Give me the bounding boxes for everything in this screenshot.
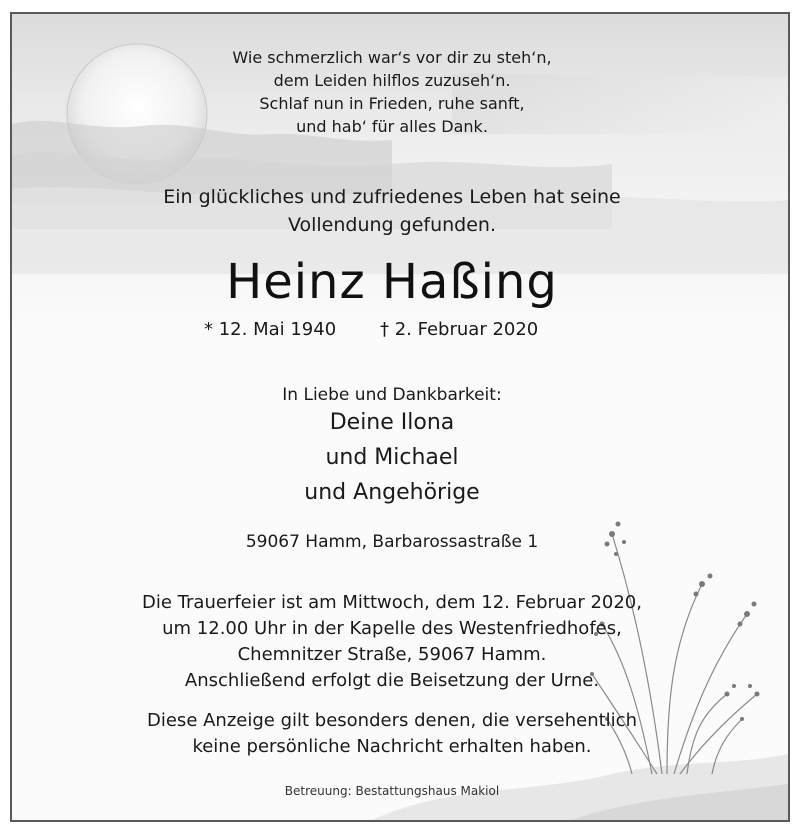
ceremony-line: Anschließend erfolgt die Beisetzung der Urne.: [184, 670, 600, 691]
death-date: † 2. Februar 2020: [380, 319, 539, 340]
intro-line: Ein glückliches und zufriedenes Leben hat seine: [163, 186, 621, 208]
mourner-name: und Michael: [325, 445, 459, 470]
obituary-frame: [10, 12, 790, 822]
ceremony-line: Die Trauerfeier ist am Mittwoch, dem 12. Februar 2020,: [142, 592, 642, 613]
notice-line: Diese Anzeige gilt besonders denen, die versehentlich: [147, 710, 637, 731]
intro-line: Vollendung gefunden.: [287, 214, 497, 236]
notice-line: keine persönliche Nachricht erhalten haben.: [192, 736, 592, 757]
poem-line: Wie schmerzlich war‘s vor dir zu steh‘n,: [232, 48, 552, 67]
ceremony-line: um 12.00 Uhr in der Kapelle des Westenfriedhofes,: [162, 618, 622, 639]
mourner-name: Deine Ilona: [329, 410, 455, 435]
poem-line: und hab‘ für alles Dank.: [296, 117, 488, 136]
funeral-home-credit: Betreuung: Bestattungshaus Makiol: [284, 784, 500, 798]
obituary-content: [12, 14, 788, 820]
family-address: 59067 Hamm, Barbarossastraße 1: [245, 532, 539, 552]
ceremony-line: Chemnitzer Straße, 59067 Hamm.: [237, 644, 547, 665]
deceased-name: Heinz Haßing: [226, 254, 558, 310]
mourners-heading: In Liebe und Dankbarkeit:: [282, 385, 502, 405]
poem-line: dem Leiden hilflos zuzuseh‘n.: [273, 71, 511, 90]
mourner-name: und Angehörige: [304, 480, 480, 505]
poem-line: Schlaf nun in Frieden, ruhe sanft,: [259, 94, 525, 113]
birth-date: * 12. Mai 1940: [204, 319, 337, 340]
